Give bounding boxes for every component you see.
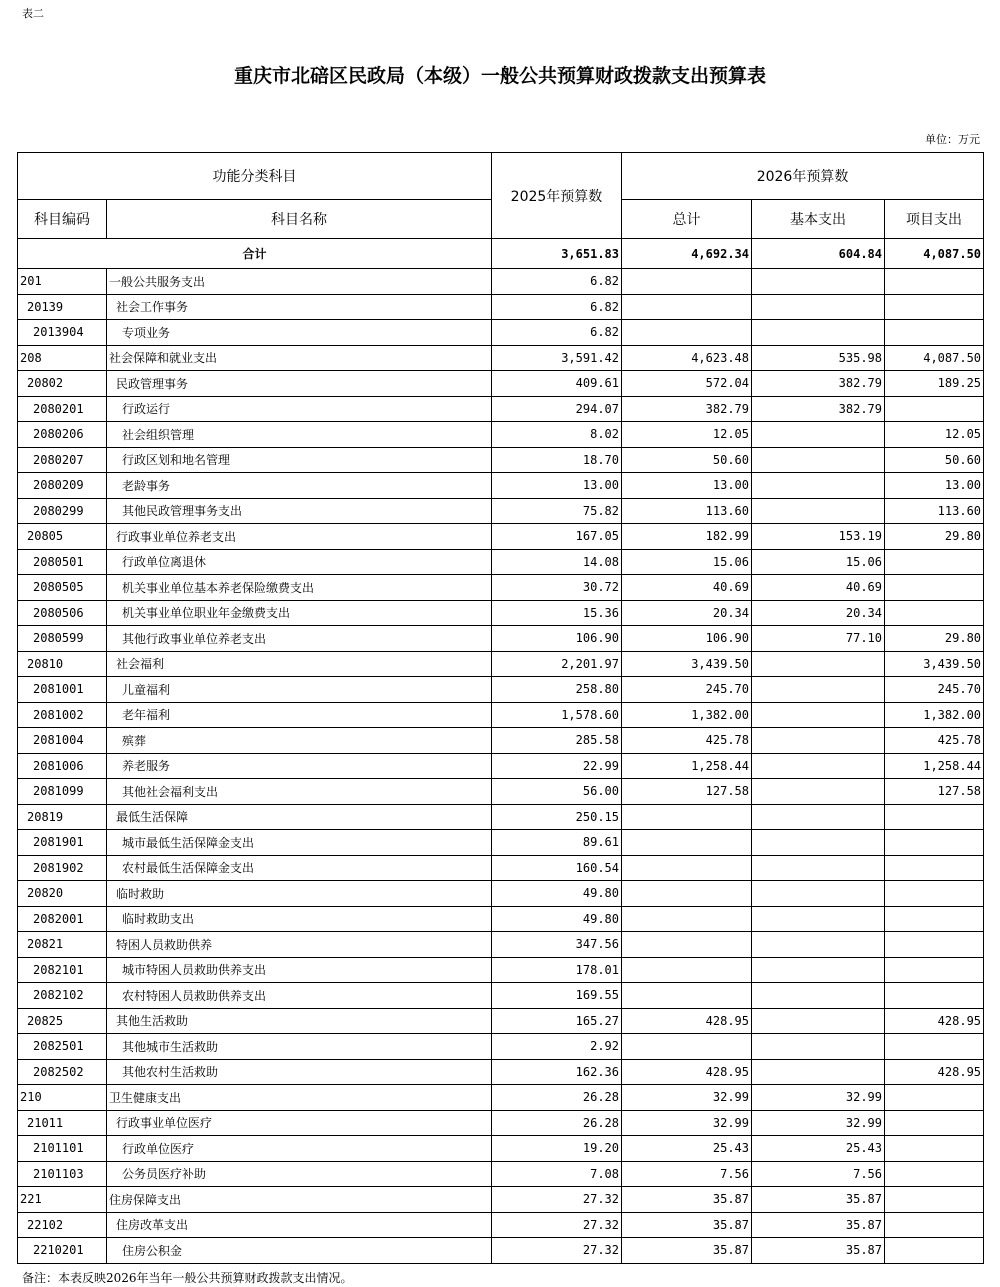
row-total <box>622 294 752 320</box>
row-project <box>885 294 984 320</box>
row-b2025: 169.55 <box>492 983 622 1009</box>
row-code: 20820 <box>18 881 107 907</box>
row-b2025: 160.54 <box>492 855 622 881</box>
table-row <box>18 1136 984 1162</box>
total-basic: 604.84 <box>752 239 885 269</box>
row-b2025: 30.72 <box>492 575 622 601</box>
row-project <box>885 1187 984 1213</box>
row-b2025: 27.32 <box>492 1187 622 1213</box>
row-total <box>622 830 752 856</box>
row-total: 35.87 <box>622 1187 752 1213</box>
row-name: 其他社会福利支出 <box>107 779 492 805</box>
row-project: 3,439.50 <box>885 651 984 677</box>
footnote: 备注：本表反映2026年当年一般公共预算财政拨款支出情况。 <box>22 1271 353 1285</box>
row-code: 2081006 <box>18 753 107 779</box>
total-total: 4,692.34 <box>622 239 752 269</box>
row-code: 208 <box>18 345 107 371</box>
row-b2025: 7.08 <box>492 1161 622 1187</box>
header-basic: 基本支出 <box>752 200 885 239</box>
row-basic: 32.99 <box>752 1110 885 1136</box>
row-code: 221 <box>18 1187 107 1213</box>
row-b2025: 49.80 <box>492 906 622 932</box>
row-project <box>885 1110 984 1136</box>
table-row <box>18 702 984 728</box>
row-b2025: 15.36 <box>492 600 622 626</box>
row-code: 210 <box>18 1085 107 1111</box>
row-basic <box>752 804 885 830</box>
row-basic <box>752 422 885 448</box>
row-b2025: 27.32 <box>492 1238 622 1264</box>
row-project <box>885 1136 984 1162</box>
row-b2025: 49.80 <box>492 881 622 907</box>
row-basic <box>752 779 885 805</box>
row-name: 殡葬 <box>107 728 492 754</box>
table-row <box>18 447 984 473</box>
row-code: 2081002 <box>18 702 107 728</box>
row-code: 2210201 <box>18 1238 107 1264</box>
row-total: 12.05 <box>622 422 752 448</box>
row-project <box>885 804 984 830</box>
row-basic: 35.87 <box>752 1187 885 1213</box>
row-b2025: 89.61 <box>492 830 622 856</box>
row-name: 其他民政管理事务支出 <box>107 498 492 524</box>
row-b2025: 409.61 <box>492 371 622 397</box>
row-project: 425.78 <box>885 728 984 754</box>
row-name: 公务员医疗补助 <box>107 1161 492 1187</box>
row-basic: 40.69 <box>752 575 885 601</box>
row-code: 201 <box>18 269 107 295</box>
row-basic <box>752 294 885 320</box>
table-row <box>18 1187 984 1213</box>
row-code: 2080206 <box>18 422 107 448</box>
table-row <box>18 728 984 754</box>
row-b2025: 258.80 <box>492 677 622 703</box>
row-basic <box>752 830 885 856</box>
row-project <box>885 1161 984 1187</box>
row-project <box>885 1085 984 1111</box>
row-total <box>622 983 752 1009</box>
row-total: 428.95 <box>622 1008 752 1034</box>
table-row <box>18 626 984 652</box>
row-project <box>885 549 984 575</box>
row-total: 4,623.48 <box>622 345 752 371</box>
row-code: 20139 <box>18 294 107 320</box>
row-code: 2082101 <box>18 957 107 983</box>
table-row <box>18 345 984 371</box>
row-basic <box>752 855 885 881</box>
table-row <box>18 677 984 703</box>
row-total: 25.43 <box>622 1136 752 1162</box>
row-code: 2080209 <box>18 473 107 499</box>
row-basic: 77.10 <box>752 626 885 652</box>
row-project: 245.70 <box>885 677 984 703</box>
row-name: 民政管理事务 <box>107 371 492 397</box>
row-code: 2081099 <box>18 779 107 805</box>
row-project <box>885 575 984 601</box>
table-row <box>18 881 984 907</box>
row-basic: 153.19 <box>752 524 885 550</box>
table-row <box>18 549 984 575</box>
table-row <box>18 804 984 830</box>
table-row <box>18 473 984 499</box>
row-total: 3,439.50 <box>622 651 752 677</box>
row-basic <box>752 498 885 524</box>
row-project: 13.00 <box>885 473 984 499</box>
row-b2025: 19.20 <box>492 1136 622 1162</box>
row-total: 572.04 <box>622 371 752 397</box>
row-total: 13.00 <box>622 473 752 499</box>
row-b2025: 6.82 <box>492 269 622 295</box>
row-basic <box>752 957 885 983</box>
row-basic: 25.43 <box>752 1136 885 1162</box>
row-name: 机关事业单位基本养老保险缴费支出 <box>107 575 492 601</box>
row-total <box>622 932 752 958</box>
header-name: 科目名称 <box>107 200 492 239</box>
row-code: 2082502 <box>18 1059 107 1085</box>
row-total <box>622 957 752 983</box>
row-name: 养老服务 <box>107 753 492 779</box>
row-b2025: 2.92 <box>492 1034 622 1060</box>
row-b2025: 8.02 <box>492 422 622 448</box>
row-project: 12.05 <box>885 422 984 448</box>
row-total <box>622 1034 752 1060</box>
row-total: 35.87 <box>622 1212 752 1238</box>
row-b2025: 2,201.97 <box>492 651 622 677</box>
row-name: 行政运行 <box>107 396 492 422</box>
row-project: 1,258.44 <box>885 753 984 779</box>
row-total: 20.34 <box>622 600 752 626</box>
row-b2025: 13.00 <box>492 473 622 499</box>
row-project <box>885 269 984 295</box>
unit-label: 单位：万元 <box>925 133 980 146</box>
row-basic: 7.56 <box>752 1161 885 1187</box>
header-func-class: 功能分类科目 <box>18 153 492 200</box>
row-b2025: 178.01 <box>492 957 622 983</box>
row-total: 1,382.00 <box>622 702 752 728</box>
row-name: 行政事业单位医疗 <box>107 1110 492 1136</box>
row-name: 临时救助 <box>107 881 492 907</box>
table-row <box>18 1161 984 1187</box>
row-code: 2080207 <box>18 447 107 473</box>
row-b2025: 106.90 <box>492 626 622 652</box>
row-name: 老龄事务 <box>107 473 492 499</box>
row-project <box>885 983 984 1009</box>
row-basic <box>752 651 885 677</box>
row-total: 428.95 <box>622 1059 752 1085</box>
row-code: 2080501 <box>18 549 107 575</box>
total-project: 4,087.50 <box>885 239 984 269</box>
row-total: 425.78 <box>622 728 752 754</box>
row-code: 22102 <box>18 1212 107 1238</box>
row-code: 20825 <box>18 1008 107 1034</box>
row-total: 40.69 <box>622 575 752 601</box>
row-b2025: 56.00 <box>492 779 622 805</box>
row-basic <box>752 932 885 958</box>
row-name: 最低生活保障 <box>107 804 492 830</box>
row-code: 2080506 <box>18 600 107 626</box>
row-name: 机关事业单位职业年金缴费支出 <box>107 600 492 626</box>
row-code: 2101103 <box>18 1161 107 1187</box>
row-total: 32.99 <box>622 1110 752 1136</box>
row-name: 农村特困人员救助供养支出 <box>107 983 492 1009</box>
row-total: 15.06 <box>622 549 752 575</box>
row-basic: 382.79 <box>752 396 885 422</box>
row-name: 卫生健康支出 <box>107 1085 492 1111</box>
header-budget-2025: 2025年预算数 <box>492 153 622 239</box>
row-total <box>622 269 752 295</box>
row-basic: 35.87 <box>752 1212 885 1238</box>
row-code: 20805 <box>18 524 107 550</box>
row-total: 1,258.44 <box>622 753 752 779</box>
row-project <box>885 881 984 907</box>
page-title: 重庆市北碚区民政局（本级）一般公共预算财政拨款支出预算表 <box>233 65 766 87</box>
table-row <box>18 1008 984 1034</box>
table-row <box>18 498 984 524</box>
row-basic: 20.34 <box>752 600 885 626</box>
row-name: 城市特困人员救助供养支出 <box>107 957 492 983</box>
row-project <box>885 600 984 626</box>
row-code: 2081004 <box>18 728 107 754</box>
table-row <box>18 830 984 856</box>
row-basic <box>752 447 885 473</box>
row-basic: 32.99 <box>752 1085 885 1111</box>
header-project: 项目支出 <box>885 200 984 239</box>
row-basic <box>752 753 885 779</box>
row-b2025: 6.82 <box>492 294 622 320</box>
total-label: 合计 <box>18 239 492 269</box>
table-row <box>18 855 984 881</box>
table-row <box>18 371 984 397</box>
row-b2025: 26.28 <box>492 1110 622 1136</box>
row-total <box>622 855 752 881</box>
row-total: 32.99 <box>622 1085 752 1111</box>
row-b2025: 6.82 <box>492 320 622 346</box>
total-row <box>18 239 984 269</box>
table-row <box>18 1212 984 1238</box>
row-basic <box>752 677 885 703</box>
row-project: 428.95 <box>885 1059 984 1085</box>
table-row <box>18 1034 984 1060</box>
row-name: 社会工作事务 <box>107 294 492 320</box>
row-total: 182.99 <box>622 524 752 550</box>
table-row <box>18 1238 984 1264</box>
row-basic <box>752 320 885 346</box>
row-name: 住房公积金 <box>107 1238 492 1264</box>
table-row <box>18 575 984 601</box>
row-b2025: 162.36 <box>492 1059 622 1085</box>
row-b2025: 294.07 <box>492 396 622 422</box>
row-project: 113.60 <box>885 498 984 524</box>
row-b2025: 18.70 <box>492 447 622 473</box>
row-code: 20802 <box>18 371 107 397</box>
table-tag: 表二 <box>22 7 44 20</box>
table-row <box>18 651 984 677</box>
row-project <box>885 396 984 422</box>
row-name: 专项业务 <box>107 320 492 346</box>
row-b2025: 1,578.60 <box>492 702 622 728</box>
row-b2025: 285.58 <box>492 728 622 754</box>
row-code: 2082102 <box>18 983 107 1009</box>
row-name: 行政事业单位养老支出 <box>107 524 492 550</box>
row-basic <box>752 728 885 754</box>
row-name: 行政单位医疗 <box>107 1136 492 1162</box>
row-code: 20810 <box>18 651 107 677</box>
row-total: 106.90 <box>622 626 752 652</box>
header-code: 科目编码 <box>18 200 107 239</box>
table-row <box>18 1059 984 1085</box>
row-project: 4,087.50 <box>885 345 984 371</box>
row-name: 城市最低生活保障金支出 <box>107 830 492 856</box>
row-code: 2013904 <box>18 320 107 346</box>
row-name: 其他农村生活救助 <box>107 1059 492 1085</box>
table-row <box>18 1085 984 1111</box>
row-project: 189.25 <box>885 371 984 397</box>
row-basic <box>752 881 885 907</box>
row-code: 2080505 <box>18 575 107 601</box>
row-project: 1,382.00 <box>885 702 984 728</box>
row-code: 2082001 <box>18 906 107 932</box>
table-row <box>18 320 984 346</box>
row-b2025: 27.32 <box>492 1212 622 1238</box>
row-total: 382.79 <box>622 396 752 422</box>
row-b2025: 26.28 <box>492 1085 622 1111</box>
row-b2025: 167.05 <box>492 524 622 550</box>
row-total <box>622 804 752 830</box>
row-basic <box>752 1008 885 1034</box>
row-b2025: 75.82 <box>492 498 622 524</box>
row-code: 21011 <box>18 1110 107 1136</box>
row-basic <box>752 906 885 932</box>
row-project <box>885 1238 984 1264</box>
table-row <box>18 983 984 1009</box>
row-b2025: 3,591.42 <box>492 345 622 371</box>
row-project: 50.60 <box>885 447 984 473</box>
row-total: 127.58 <box>622 779 752 805</box>
row-project: 29.80 <box>885 626 984 652</box>
row-project: 428.95 <box>885 1008 984 1034</box>
row-basic <box>752 1034 885 1060</box>
row-project <box>885 1212 984 1238</box>
row-total <box>622 881 752 907</box>
row-total: 245.70 <box>622 677 752 703</box>
row-code: 20819 <box>18 804 107 830</box>
header-total: 总计 <box>622 200 752 239</box>
row-project <box>885 320 984 346</box>
row-b2025: 347.56 <box>492 932 622 958</box>
row-name: 特困人员救助供养 <box>107 932 492 958</box>
row-total: 50.60 <box>622 447 752 473</box>
budget-table <box>17 152 984 1264</box>
row-total <box>622 906 752 932</box>
row-project <box>885 932 984 958</box>
row-code: 2081902 <box>18 855 107 881</box>
row-code: 2082501 <box>18 1034 107 1060</box>
row-basic: 382.79 <box>752 371 885 397</box>
row-basic: 35.87 <box>752 1238 885 1264</box>
row-project <box>885 957 984 983</box>
total-b2025: 3,651.83 <box>492 239 622 269</box>
row-code: 20821 <box>18 932 107 958</box>
table-row <box>18 269 984 295</box>
row-project <box>885 830 984 856</box>
row-project: 29.80 <box>885 524 984 550</box>
row-project: 127.58 <box>885 779 984 805</box>
row-name: 社会保障和就业支出 <box>107 345 492 371</box>
row-name: 一般公共服务支出 <box>107 269 492 295</box>
row-b2025: 14.08 <box>492 549 622 575</box>
row-name: 其他生活救助 <box>107 1008 492 1034</box>
row-project <box>885 1034 984 1060</box>
row-total: 35.87 <box>622 1238 752 1264</box>
row-total <box>622 320 752 346</box>
row-name: 住房改革支出 <box>107 1212 492 1238</box>
row-b2025: 22.99 <box>492 753 622 779</box>
row-name: 其他城市生活救助 <box>107 1034 492 1060</box>
row-project <box>885 906 984 932</box>
row-name: 其他行政事业单位养老支出 <box>107 626 492 652</box>
table-row <box>18 422 984 448</box>
row-name: 社会组织管理 <box>107 422 492 448</box>
row-code: 2080599 <box>18 626 107 652</box>
row-basic: 15.06 <box>752 549 885 575</box>
table-row <box>18 396 984 422</box>
row-basic <box>752 269 885 295</box>
table-row <box>18 294 984 320</box>
row-basic: 535.98 <box>752 345 885 371</box>
row-name: 儿童福利 <box>107 677 492 703</box>
header-budget-2026: 2026年预算数 <box>622 153 984 200</box>
row-code: 2081901 <box>18 830 107 856</box>
row-code: 2080299 <box>18 498 107 524</box>
row-basic <box>752 1059 885 1085</box>
row-project <box>885 855 984 881</box>
row-total: 7.56 <box>622 1161 752 1187</box>
row-name: 住房保障支出 <box>107 1187 492 1213</box>
table-row <box>18 779 984 805</box>
table-row <box>18 1110 984 1136</box>
table-row <box>18 600 984 626</box>
row-basic <box>752 473 885 499</box>
row-b2025: 165.27 <box>492 1008 622 1034</box>
row-name: 老年福利 <box>107 702 492 728</box>
row-code: 2080201 <box>18 396 107 422</box>
table-row <box>18 753 984 779</box>
row-name: 行政单位离退休 <box>107 549 492 575</box>
row-basic <box>752 983 885 1009</box>
row-total: 113.60 <box>622 498 752 524</box>
row-basic <box>752 702 885 728</box>
row-code: 2081001 <box>18 677 107 703</box>
table-row <box>18 906 984 932</box>
table-row <box>18 932 984 958</box>
table-row <box>18 524 984 550</box>
table-row <box>18 957 984 983</box>
row-name: 行政区划和地名管理 <box>107 447 492 473</box>
row-b2025: 250.15 <box>492 804 622 830</box>
row-name: 农村最低生活保障金支出 <box>107 855 492 881</box>
row-code: 2101101 <box>18 1136 107 1162</box>
row-name: 社会福利 <box>107 651 492 677</box>
row-name: 临时救助支出 <box>107 906 492 932</box>
